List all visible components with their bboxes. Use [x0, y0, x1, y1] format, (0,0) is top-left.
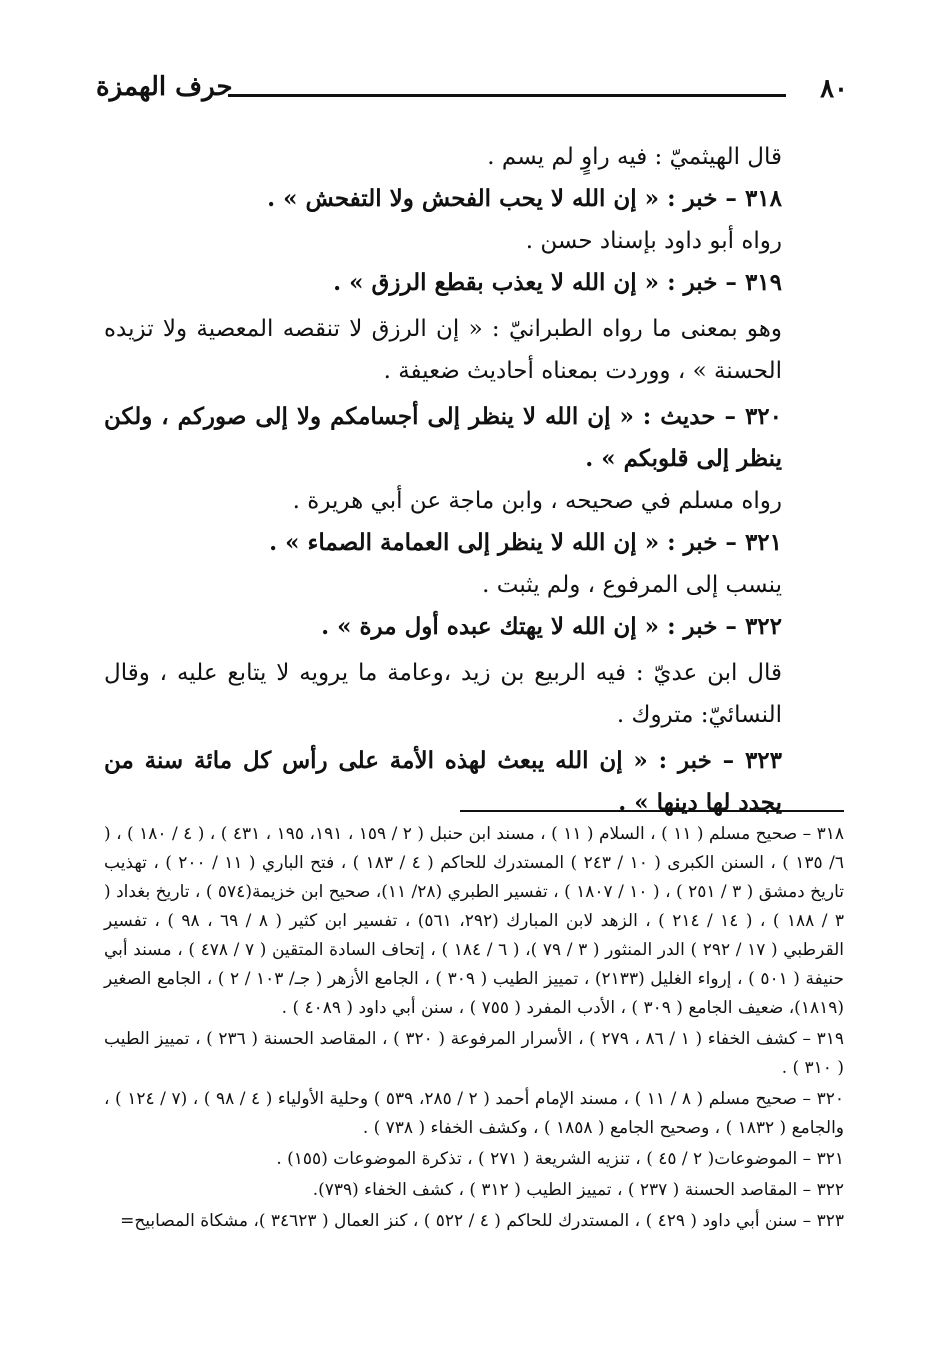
hadith-entry-322: ٣٢٢ – خبر : « إن الله لا يهتك عبده أول مرة » .: [321, 613, 782, 640]
hadith-entry-323: ٣٢٣ – خبر : « إن الله يبعث لهذه الأمة على رأس كل مائة سنة من يجدد لها دينها » .: [104, 747, 782, 816]
page-header: [96, 70, 848, 114]
text-line: رواه مسلم في صحيحه ، وابن ماجة عن أبي هريرة .: [292, 488, 782, 514]
text-line: قال الهيثميّ : فيه راوٍ لم يسم .: [487, 144, 782, 170]
text-line: رواه أبو داود بإسناد حسن .: [525, 228, 782, 254]
footnote-321: ٣٢١ – الموضوعات( ٢ / ٤٥ ) ، تنزيه الشريعة ( ٢٧١ ) ، تذكرة الموضوعات (١٥٥) .: [276, 1149, 844, 1169]
hadith-entry-321: ٣٢١ – خبر : « إن الله لا ينظر إلى العمامة الصماء » .: [269, 529, 782, 556]
hadith-entry-319: ٣١٩ – خبر : « إن الله لا يعذب بقطع الرزق » .: [333, 269, 782, 296]
footnotes: [104, 820, 844, 1238]
header-rule: [228, 94, 786, 97]
footnote-rule: [460, 810, 844, 812]
text-paragraph: قال ابن عديّ : فيه الربيع بن زيد ،وعامة ما يرويه لا يتابع عليه ، وقال النسائيّ: متروك .: [104, 660, 782, 728]
footnote-319: ٣١٩ – كشف الخفاء ( ١ / ٨٦ ، ٢٧٩ ) ، الأسرار المرفوعة ( ٣٢٠ ) ، المقاصد الحسنة ( ٢٣٦ ) ، تمييز الطيب ( ٣١٠ ) .: [104, 1029, 844, 1078]
text-line: ينسب إلى المرفوع ، ولم يثبت .: [482, 572, 782, 598]
hadith-entry-320: ٣٢٠ – حديث : « إن الله لا ينظر إلى أجسامكم ولا إلى صوركم ، ولكن ينظر إلى قلوبكم » .: [104, 403, 782, 472]
footnote-320: ٣٢٠ – صحيح مسلم ( ٨ / ١١ ) ، مسند الإمام أحمد ( ٢ / ٢٨٥، ٥٣٩ ) وحلية الأولياء ( ٤ / ٩٨ ) ، (٧ / ١٢٤ ) ، والجامع ( ١٨٣٢ ) ، وصحيح الجامع ( ١٨٥٨ ) ، وكشف الخفاء ( ٧٣٨ ) .: [104, 1089, 844, 1138]
main-text: [104, 136, 844, 824]
running-title: حرف الهمزة: [96, 72, 233, 102]
footnote-318: ٣١٨ – صحيح مسلم ( ١١ ) ، السلام ( ١١ ) ، مسند ابن حنبل ( ٢ / ١٥٩ ، ١٩١، ١٩٥ ، ٤٣١ ) ، ( ٤ / ١٨٠ ) ، ( ٦/ ١٣٥ ) ، السنن الكبرى ( ١٠ / ٢٤٣ ) المستدرك للحاكم ( ٤ / ١٨٣ ) ، فتح الباري ( ١١ / ٢٠٠ ) ، تهذيب تاريخ دمشق ( ٣ / ٢٥١ ) ، ( ١٠ / ١٨٠٧ ) ، تفسير الطبري (٢٨/ ١١)، صحيح ابن خزيمة(٥٧٤ ) ، تاريخ بغداد ( ٣ / ١٨٨ ) ، ( ١٤ / ٢١٤ ) ، الزهد لابن المبارك (٢٩٢، ٥٦١) ، تفسير ابن كثير ( ٨ / ٦٩ ، ٩٨ ) ، تفسير القرطبي ( ١٧ / ٢٩٢ ) الدر المنثور ( ٣ / ٧٩ )، ( ٦ / ١٨٤ ) ، إتحاف السادة المتقين ( ٧ / ٤٧٨ ) ، مسند أبي حنيفة ( ٥٠١ ) ، إرواء الغليل (٢١٣٣) ، تمييز الطيب ( ٣٠٩ ) ، الجامع الأزهر ( جـ/ ١٠٣ / ٢ ) ، الجامع الصغير (١٨١٩)، ضعيف الجامع ( ٣٠٩ ) ، الأدب المفرد ( ٧٥٥ ) ، سنن أبي داود ( ٤٠٨٩ ) .: [104, 824, 844, 1018]
footnote-322: ٣٢٢ – المقاصد الحسنة ( ٢٣٧ ) ، تمييز الطيب ( ٣١٢ ) ، كشف الخفاء (٧٣٩).: [312, 1180, 844, 1200]
hadith-entry-318: ٣١٨ – خبر : « إن الله لا يحب الفحش ولا التفحش » .: [267, 185, 782, 212]
footnote-323: ٣٢٣ – سنن أبي داود ( ٤٢٩ ) ، المستدرك للحاكم ( ٤ / ٥٢٢ ) ، كنز العمال ( ٣٤٦٢٣ )، مشكاة المصابيح=: [120, 1211, 844, 1231]
page-number: ٨٠: [820, 74, 848, 104]
text-paragraph: وهو بمعنى ما رواه الطبرانيّ : « إن الرزق لا تنقصه المعصية ولا تزيده الحسنة » ، ووردت بمعناه أحاديث ضعيفة .: [104, 316, 782, 384]
